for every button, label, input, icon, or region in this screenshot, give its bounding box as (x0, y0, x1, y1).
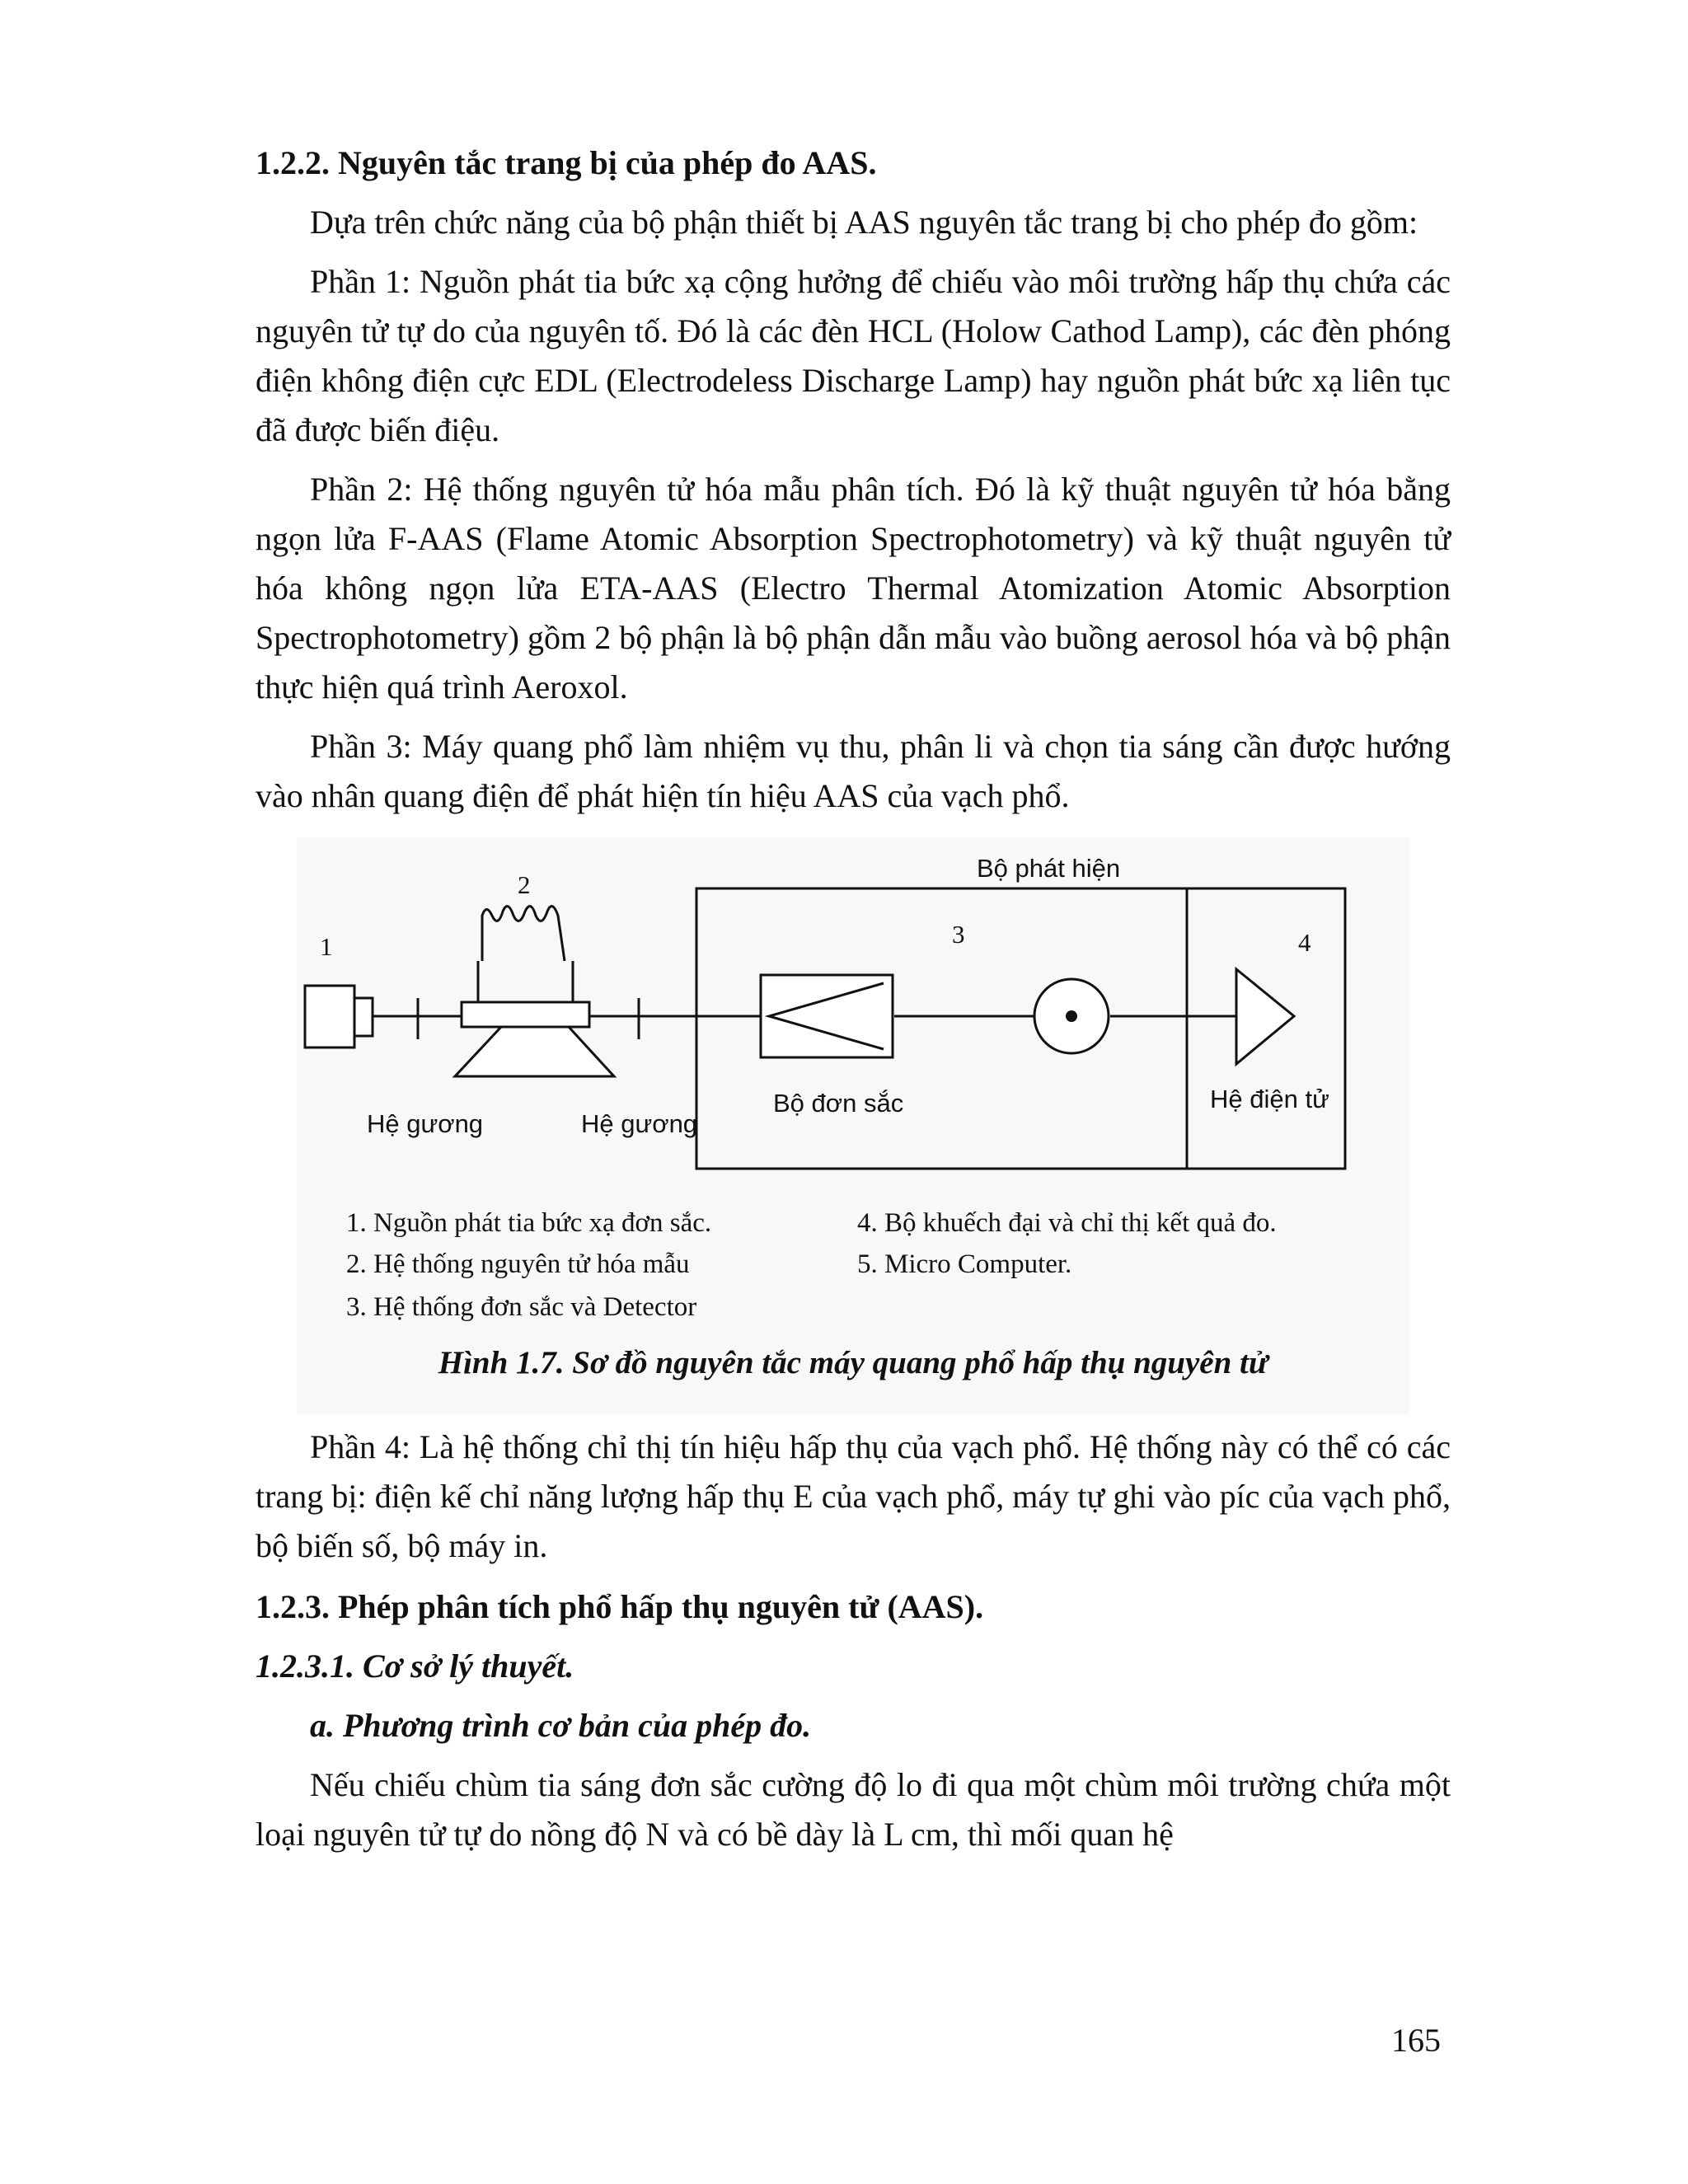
lamp-window (354, 998, 373, 1036)
paragraph-equation-intro: Nếu chiếu chùm tia sáng đơn sắc cường độ lo đi qua một chùm môi trường chứa một loại nguyên tử tự do nồng độ N và có bề dày là L cm, thì mối quan hệ (256, 1766, 1451, 1853)
amplifier (1236, 969, 1294, 1064)
page-number: 165 (1391, 2022, 1441, 2059)
paragraph-part-2: Phần 2: Hệ thống nguyên tử hóa mẫu phân tích. Đó là kỹ thuật nguyên tử hóa bằng ngọn lửa F-AAS (Flame Atomic Absorption Spectrophotometry) và kỹ thuật nguyên tử hóa không ngọn lửa ETA-AAS (Electro Thermal Atomization Atomic Absorption Spectrophotometry) gồm 2 bộ phận là bộ phận dẫn mẫu vào buồng aerosol hóa và bộ phận thực hiện quá trình Aeroxol. (256, 471, 1451, 705)
label-number-1: 1 (320, 932, 333, 961)
figure-aas-diagram (297, 837, 1409, 1414)
label-number-4: 4 (1298, 928, 1311, 957)
legend-item-3: 3. Hệ thống đơn sắc và Detector (346, 1292, 697, 1322)
monochromator-label: Bộ đơn sắc (773, 1089, 904, 1118)
section-heading-1-2-3-1: 1.2.3.1. Cơ sở lý thuyết. (256, 1647, 574, 1685)
legend-item-4: 4. Bộ khuếch đại và chỉ thị kết quả đo. (857, 1208, 1277, 1238)
mirror-right-label: Hệ gương (581, 1109, 698, 1138)
paragraph-part-4: Phần 4: Là hệ thống chỉ thị tín hiệu hấp thụ của vạch phổ. Hệ thống này có thể có các trang bị: điện kế chỉ năng lượng hấp thụ E của vạch phổ, máy tự ghi vào píc của vạch phổ, bộ biến số, bộ máy in. (256, 1428, 1451, 1564)
photomultiplier-center (1066, 1010, 1077, 1022)
label-number-3: 3 (952, 920, 965, 949)
lamp-body (305, 986, 354, 1047)
paragraph-part-3: Phần 3: Máy quang phổ làm nhiệm vụ thu, phân li và chọn tia sáng cần được hướng vào nhân quang điện để phát hiện tín hiệu AAS của vạch phổ. (256, 728, 1451, 814)
figure-caption: Hình 1.7. Sơ đồ nguyên tắc máy quang phổ hấp thụ nguyên tử (438, 1345, 1268, 1380)
paragraph-intro: Dựa trên chức năng của bộ phận thiết bị AAS nguyên tắc trang bị cho phép đo gồm: (310, 204, 1418, 241)
subheading-a: a. Phương trình cơ bản của phép đo. (310, 1707, 812, 1744)
mirror-left-label: Hệ gương (367, 1109, 484, 1138)
legend-item-2: 2. Hệ thống nguyên tử hóa mẫu (346, 1249, 690, 1279)
burner-base (455, 1027, 614, 1076)
detector-label: Bộ phát hiện (977, 854, 1121, 883)
section-heading-1-2-2: 1.2.2. Nguyên tắc trang bị của phép đo AAS. (256, 144, 877, 181)
legend-item-5: 5. Micro Computer. (857, 1249, 1072, 1279)
flame-coil (482, 907, 565, 961)
legend-item-1: 1. Nguồn phát tia bức xạ đơn sắc. (346, 1208, 712, 1238)
label-number-2: 2 (518, 870, 531, 899)
page-content (256, 140, 1451, 1859)
paragraph-part-1: Phần 1: Nguồn phát tia bức xạ cộng hưởng để chiếu vào môi trường hấp thụ chứa các nguyên tử tự do của nguyên tố. Đó là các đèn HCL (Holow Cathod Lamp), các đèn phóng điện không điện cực EDL (Electrodeless Discharge Lamp) hay nguồn phát bức xạ liên tục đã được biến điệu. (256, 263, 1451, 448)
burner-slot (462, 1002, 589, 1027)
section-heading-1-2-3: 1.2.3. Phép phân tích phổ hấp thụ nguyên tử (AAS). (256, 1588, 984, 1625)
electronics-label: Hệ điện tử (1210, 1085, 1329, 1113)
